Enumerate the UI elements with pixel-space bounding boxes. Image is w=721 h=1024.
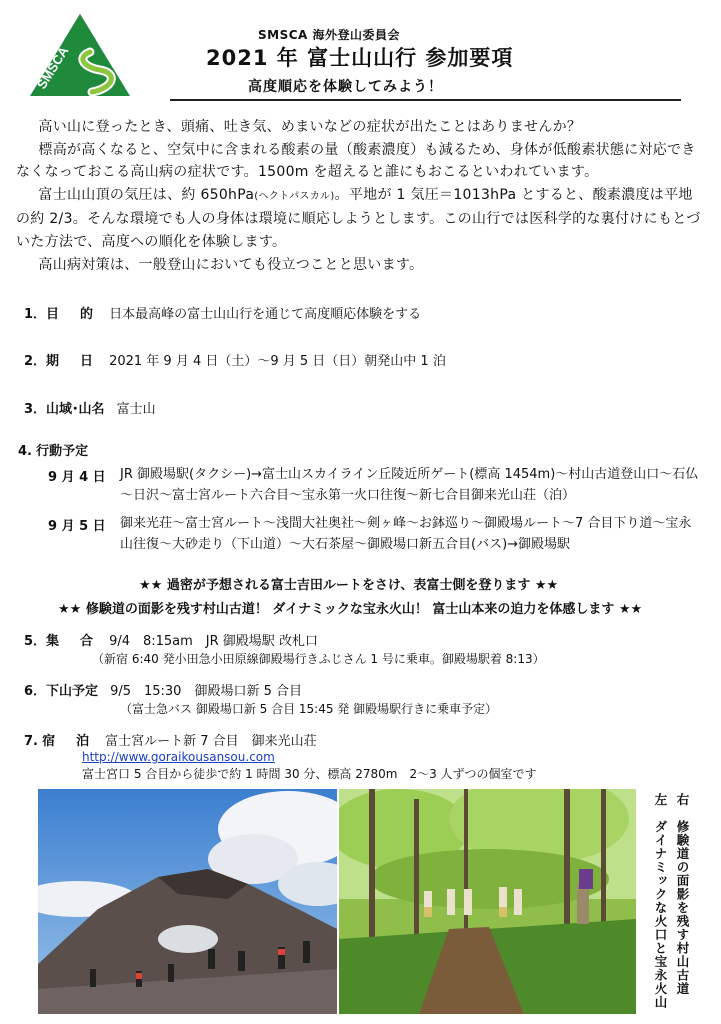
section-purpose: 1．目 的 日本最高峰の富士山山行を通じて高度順応体験をする: [24, 307, 422, 322]
page-subtitle: 高度順応を体験してみよう！: [248, 79, 443, 95]
header-divider: [170, 99, 681, 101]
lodging-link[interactable]: http://www.goraikousansou.com: [82, 750, 275, 764]
schedule-route: 御来光荘～富士宮ルート～浅間大社奥社～剣ヶ峰～お鉢巡り～御殿場ルート～7 合目下り道～宝永山往復～大砂走り（下山道）～大石茶屋～御殿場口新五合目(バス)→御殿場駅: [120, 516, 692, 552]
intro-text: [16, 116, 701, 276]
descent-note: （富士急バス 御殿場口新 5 合目 15:45 発 御殿場駅行きに乗車予定）: [120, 702, 498, 716]
schedule-day: 9 月 4 日: [48, 470, 106, 485]
intro-paragraph: 標高が高くなると、空気中に含まれる酸素の量（酸素濃度）も減るため、身体が低酸素状態に対応できなくなっておこる高山病の症状です。1500m を超えると誰にもおこるといわれています。: [16, 141, 696, 181]
caption-right-photo: 右 修験道の面影を残す村山古道: [675, 793, 690, 996]
section-lodging: 7. 宿 泊 富士宮ルート新 7 合目 御来光山荘: [24, 734, 317, 749]
intro-paragraph: 高い山に登ったとき、頭痛、吐き気、めまいなどの症状が出たことはありませんか？: [38, 119, 582, 135]
section-area: 3．山域･山名 富士山: [24, 402, 156, 417]
page-title: 2021 年 富士山山行 参加要項: [206, 46, 514, 70]
smsca-logo: [30, 12, 130, 98]
intro-paragraph: 富士山山頂の気圧は、約 650hPa(ヘクトパスカル)。平地が 1 気圧＝1013hPa とすると、酸素濃度は平地の約 2/3。そんな環境でも人の身体は環境に順応しようとします。この山行では医科学的な裏付けにもとづいた方法で、高度への順化を体験します。: [16, 186, 701, 250]
photo-murayama-trail: [339, 789, 636, 1014]
section-meeting: 5．集 合 9/4 8:15am JR 御殿場駅 改札口: [24, 634, 318, 649]
caption-left-photo: 左 ダイナミックな火口と宝永火山: [653, 793, 668, 1009]
schedule-route: JR 御殿場駅(タクシー)→富士山スカイライン丘陵近所ゲート(標高 1454m)～村山古道登山口～石仏～日沢～富士宮ルート六合目～宝永第一火口往復～新七合目御来光山荘（泊）: [120, 467, 699, 503]
svg-text:SMSCA: SMSCA: [33, 43, 72, 92]
highlight-line: ★★ 修験道の面影を残す村山古道！ ダイナミックな宝永火山！ 富士山本来の迫力を体感します ★★: [58, 602, 643, 617]
intro-paragraph: 高山病対策は、一般登山においても役立つことと思います。: [38, 256, 424, 273]
photo-hoei-crater: [38, 789, 337, 1014]
section-schedule: 4. 行動予定: [18, 444, 89, 459]
organization-name: SMSCA 海外登山委員会: [258, 28, 400, 42]
lodging-note: 富士宮口 5 合目から徒歩で約 1 時間 30 分、標高 2780m 2～3 人ずつの個室です: [82, 767, 537, 781]
section-period: 2．期 日 2021 年 9 月 4 日（土）～9 月 5 日（日）朝発山中 1 泊: [24, 354, 446, 369]
highlight-line: ★★ 過密が予想される富士吉田ルートをさけ、表富士側を登ります ★★: [139, 578, 559, 593]
meeting-note: （新宿 6:40 発小田急小田原線御殿場行きふじさん 1 号に乗車。御殿場駅着 8:13）: [92, 652, 545, 666]
schedule-day: 9 月 5 日: [48, 519, 106, 534]
section-descent: 6．下山予定 9/5 15:30 御殿場口新 5 合目: [24, 684, 302, 699]
